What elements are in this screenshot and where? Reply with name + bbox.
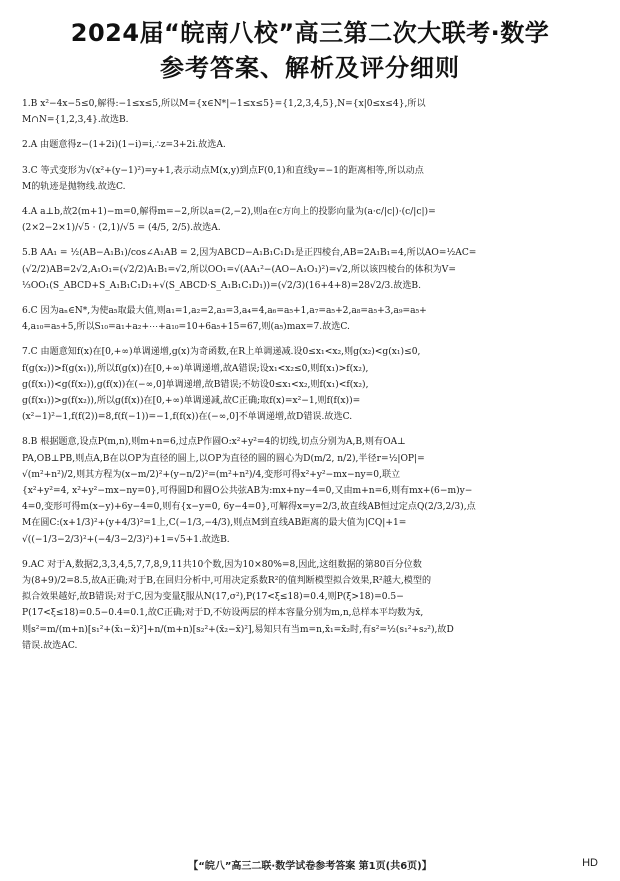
answer-line: 错误.故选AC. [22, 640, 78, 651]
answer-list [22, 96, 606, 663]
answer-line: 7.C 由题意知f(x)在[0,+∞)单调递增,g(x)为奇函数,在R上单调递减.设0≤x₁<x₂,则g(x₂)<g(x₁)≤0, [22, 347, 421, 358]
answer-line: M∩N={1,2,3,4}.故选B. [22, 115, 129, 126]
answer-line: (√2/2)AB=2√2,A₁O₁=(√2/2)A₁B₁=√2,所以OO₁=√(AA₁²−(AO−A₁O₁)²)=√2,所以该四棱台的体积为V= [22, 264, 456, 275]
answer-line: M的轨迹是抛物线.故选C. [22, 181, 126, 192]
answer-line: 3.C 等式变形为√(x²+(y−1)²)=y+1,表示动点M(x,y)到点F(0,1)和直线y=−1的距离相等,所以动点 [22, 165, 424, 176]
answer-line: (x²−1)²−1,f(f(2))=8,f(f(−1))=−1,f(f(x))在(−∞,0]不单调递增,故D错误.故选C. [22, 412, 353, 423]
answer-line: g(f(x₁))>g(f(x₂)),所以g(f(x))在[0,+∞)单调递减,故C正确;取f(x)=x²−1,则f(f(x))= [22, 396, 361, 407]
answer-line: PA,OB⊥PB,则点A,B在以OP为直径的圆上,以OP为直径的圆的圆心为D(m/2, n/2),半径r=½|OP|= [22, 453, 425, 464]
answer-line: M在圆C:(x+1/3)²+(y+4/3)²=1上,C(−1/3,−4/3),则点M到直线AB距离的最大值为|CQ|+1= [22, 518, 407, 529]
footer-code: HD [582, 857, 598, 869]
answer-line: g(f(x₁))<g(f(x₂)),g(f(x))在(−∞,0]单调递增,故B错误;不妨设0≤x₁<x₂,则f(x₁)<f(x₂), [22, 379, 369, 390]
answer-item [22, 96, 606, 128]
answer-line: P(17<ξ≤18)=0.5−0.4=0.1,故C正确;对于D,不妨设两层的样本容量分别为m,n,总样本平均数为x̄, [22, 608, 424, 619]
answer-line: 6.C 因为aₙ∈N*,为使a₅取最大值,则a₁=1,a₂=2,a₃=3,a₄=4,a₆=a₅+1,a₇=a₅+2,a₈=a₅+3,a₉=a₅+ [22, 306, 427, 317]
answer-item [22, 344, 606, 425]
answer-line: √((−1/3−2/3)²+(−4/3−2/3)²)+1=√5+1.故选B. [22, 534, 230, 545]
answer-line: 5.B AA₁ = ½(AB−A₁B₁)/cos∠A₁AB = 2,因为ABCD−A₁B₁C₁D₁是正四棱台,AB=2A₁B₁=4,所以AO=½AC= [22, 248, 477, 259]
answer-line: 2.A 由题意得z−(1+2i)(1−i)=i,∴z=3+2i.故选A. [22, 140, 226, 151]
answer-line: {x²+y²=4, x²+y²−mx−ny=0},可得圆D和圆O公共弦AB为:mx+ny−4=0,又由m+n=6,则有mx+(6−m)y− [22, 486, 473, 497]
answer-item [22, 204, 606, 236]
answer-item [22, 303, 606, 335]
answer-line: 9.AC 对于A,数据2,3,3,4,5,7,7,8,9,11共10个数,因为10×80%=8,因此,这组数据的第80百分位数 [22, 559, 422, 570]
answer-line: 1.B x²−4x−5≤0,解得:−1≤x≤5,所以M={x∈N*|−1≤x≤5}={1,2,3,4,5},N={x|0≤x≤4},所以 [22, 99, 426, 109]
footer-text: 【“皖八”高三二联·数学试卷参考答案 第1页(共6页)】 [188, 861, 432, 872]
answer-item [22, 557, 606, 654]
answer-line: 8.B 根据题意,设点P(m,n),则m+n=6,过点P作圆O:x²+y²=4的切线,切点分别为A,B,则有OA⊥ [22, 437, 406, 448]
answer-line: 为(8+9)/2=8.5,故A正确;对于B,在回归分析中,可用决定系数R²的值判断模型拟合效果,R²越大,模型的 [22, 576, 432, 587]
answer-line: ⅓OO₁(S_ABCD+S_A₁B₁C₁D₁+√(S_ABCD·S_A₁B₁C₁D₁))=(√2/3)(16+4+8)=28√2/3.故选B. [22, 280, 421, 291]
answer-item [22, 163, 606, 195]
answer-item [22, 245, 606, 294]
answer-line: 拟合效果越好,故B错误;对于C,因为变量ξ服从N(17,σ²),P(17<ξ≤18)=0.4,则P(ξ>18)=0.5− [22, 592, 404, 603]
answer-line: 4=0,变形可得m(x−y)+6y−4=0,则有{x−y=0, 6y−4=0},可解得x=y=2/3,故直线AB恒过定点Q(2/3,2/3),点 [22, 502, 476, 513]
answer-item [22, 434, 606, 547]
page-footer [0, 857, 620, 873]
answer-line: f(g(x₂))>f(g(x₁)),所以f(g(x))在[0,+∞)单调递增,故A错误;设x₁<x₂≤0,则f(x₁)>f(x₂), [22, 363, 369, 374]
document-title: 2024届“皖南八校”高三第二次大联考·数学 [70, 19, 550, 47]
answer-line: 4.A a⊥b,故2(m+1)−m=0,解得m=−2,所以a=(2,−2),则a在c方向上的投影向量为(a·c/|c|)·(c/|c|)= [22, 207, 436, 218]
answer-line: 4,a₁₀=a₅+5,所以S₁₀=a₁+a₂+⋯+a₁₀=10+6a₅+15=67,则(a₅)max=7.故选C. [22, 322, 350, 333]
answer-line: 则s²=m/(m+n)[s₁²+(x̄₁−x̄)²]+n/(m+n)[s₂²+(x̄₂−x̄)²],易知只有当m=n,x̄₁=x̄₂时,有s²=½(s₁²+s₂²),故D [22, 624, 454, 635]
answer-item [22, 137, 606, 153]
answer-line: (2×2−2×1)/√5 · (2,1)/√5 = (4/5, 2/5).故选A. [22, 223, 221, 234]
answer-line: √(m²+n²)/2,则其方程为(x−m/2)²+(y−n/2)²=(m²+n²)/4,变形可得x²+y²−mx−ny=0,联立 [22, 469, 401, 480]
document-subtitle: 参考答案、解析及评分细则 [160, 54, 460, 82]
